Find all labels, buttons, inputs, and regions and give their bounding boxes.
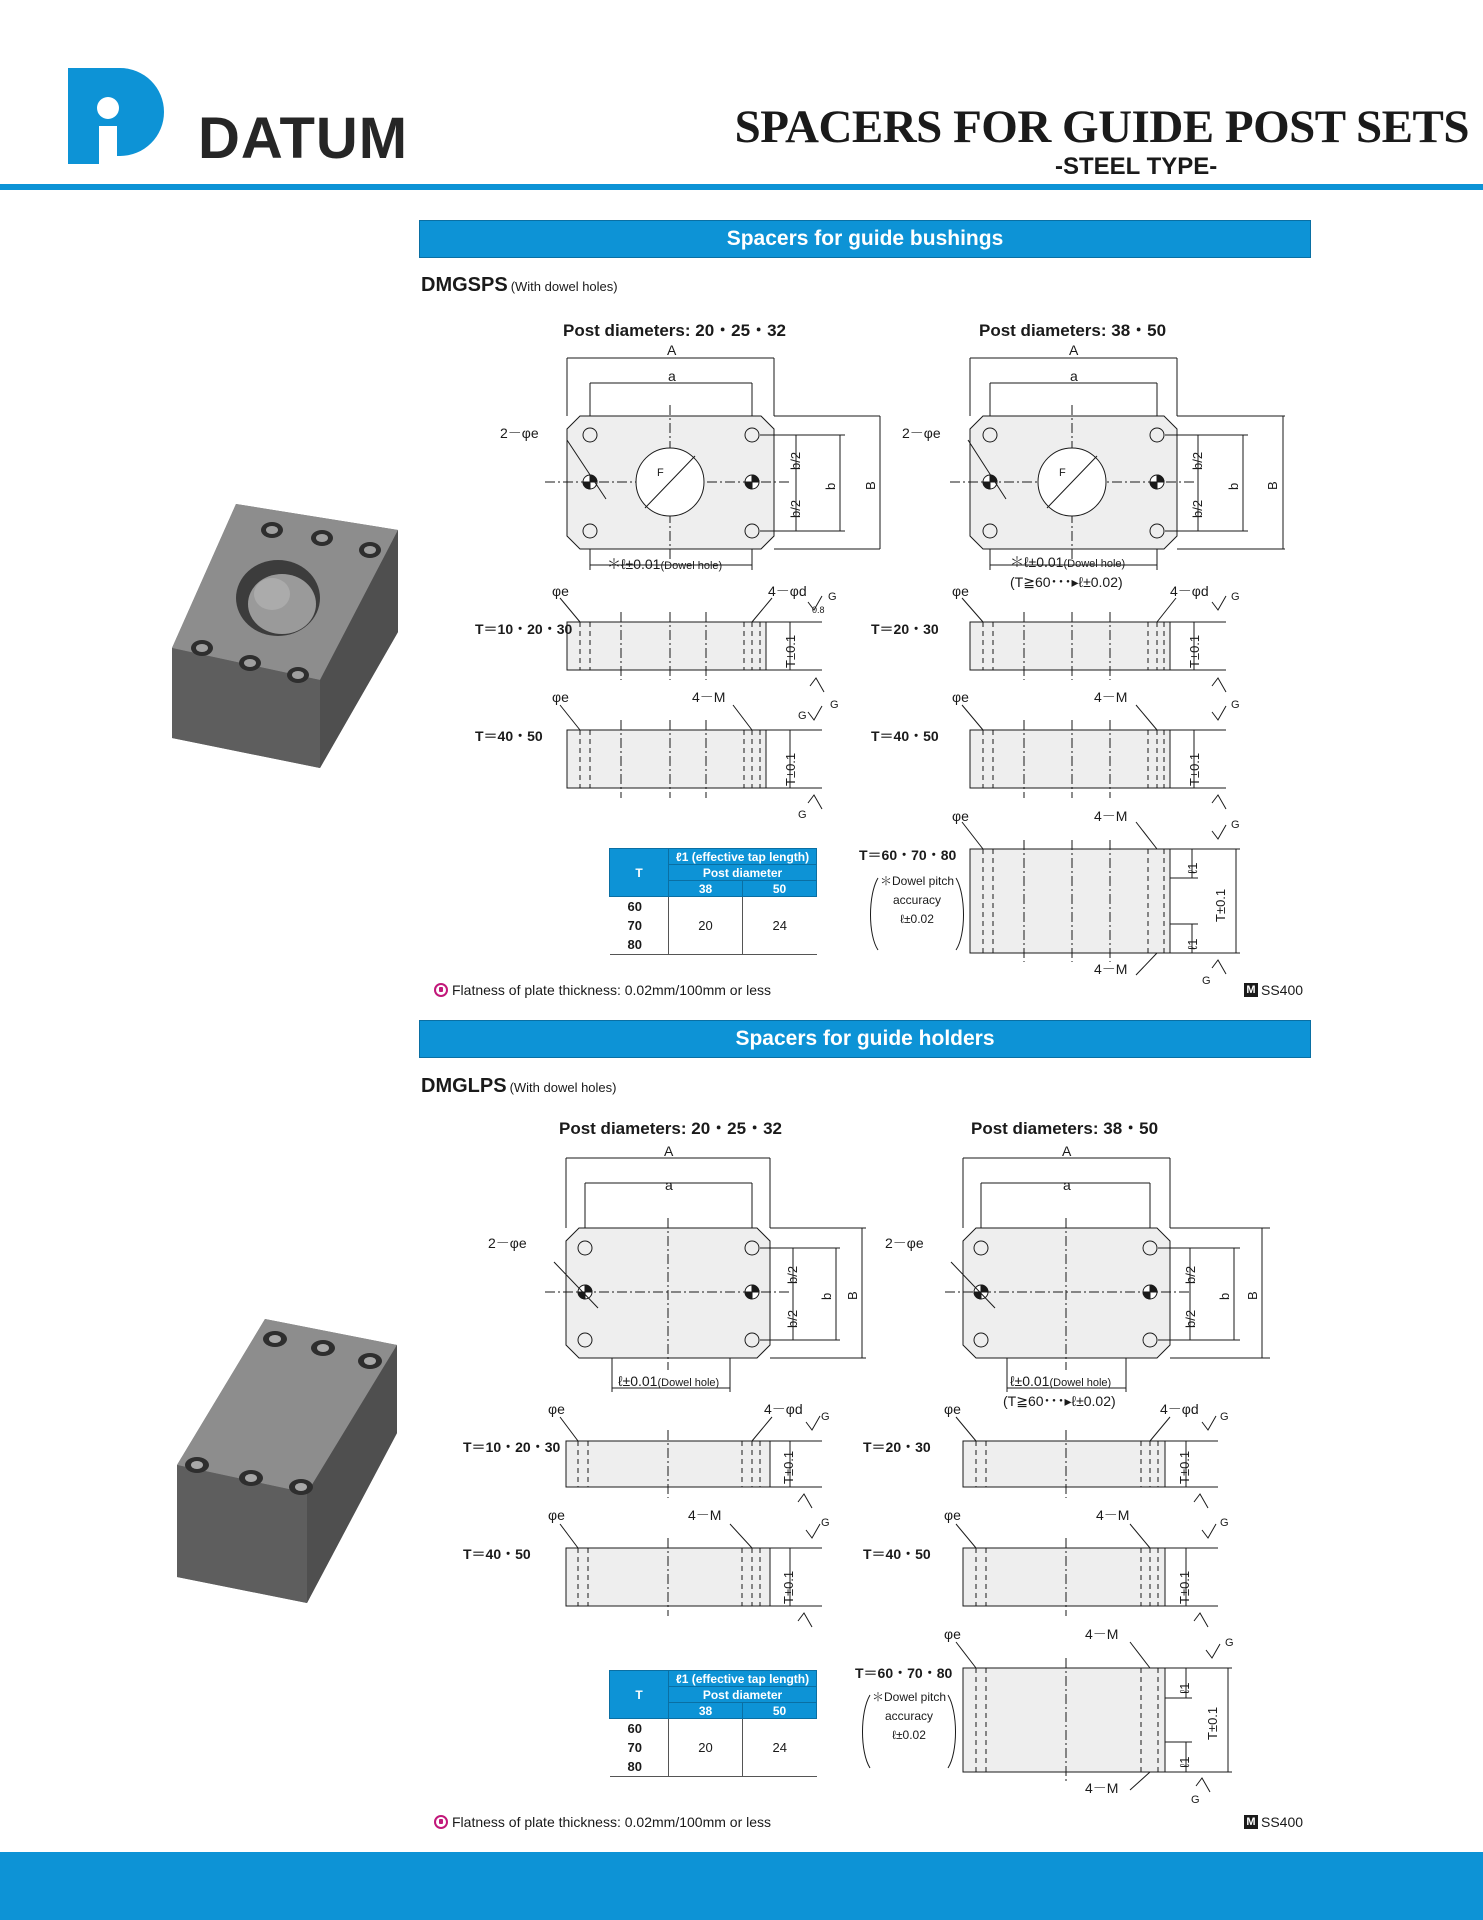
finish-grade: G xyxy=(821,1517,830,1529)
dimension-b: b xyxy=(819,1292,834,1300)
dimension-B: B xyxy=(1245,1291,1260,1300)
post-diameters-label: Post diameters: 38・50 xyxy=(971,1119,1159,1138)
dowel-note-line: accuracy xyxy=(892,893,942,907)
holes-m-label: 4－M xyxy=(1096,1507,1130,1523)
holes-m-label: 4－M xyxy=(1094,808,1128,824)
dimension-b-half-bottom: b/2 xyxy=(785,1309,800,1328)
bore-F-label: F xyxy=(1059,467,1066,479)
dimension-b-half-bottom: b/2 xyxy=(788,499,803,518)
dimension-b-half-top: b/2 xyxy=(785,1265,800,1284)
thickness-label: T＝40・50 xyxy=(863,1546,931,1562)
holes-m-label: 4－M xyxy=(692,689,726,705)
finish-grade: G xyxy=(1202,975,1211,987)
dowel-pitch-note: (Dowel hole) xyxy=(1049,1377,1112,1389)
finish-grade: G xyxy=(1225,1637,1234,1649)
material-text: SS400 xyxy=(1261,1814,1304,1830)
dimension-b-half-top: b/2 xyxy=(788,451,803,470)
side-view-t60-80 xyxy=(962,819,1240,975)
dimension-a: a xyxy=(665,1177,673,1193)
dowel-note-line: ＊Dowel pitch xyxy=(879,874,955,888)
thickness-label: T＝10・20・30 xyxy=(463,1439,561,1455)
tap-length-l1-bottom: ℓ1 xyxy=(1177,1756,1192,1768)
tap-length-l1-top: ℓ1 xyxy=(1177,1682,1192,1694)
material-text: SS400 xyxy=(1261,982,1304,998)
dowel-pitch-label xyxy=(618,1374,719,1389)
flatness-icon xyxy=(434,983,448,997)
thickness-label: T＝20・30 xyxy=(863,1439,931,1455)
phi-e-label: φe xyxy=(952,808,969,824)
phi-e-label: φe xyxy=(552,583,569,599)
section-heading-holders: Spacers for guide holders xyxy=(419,1020,1311,1058)
post-diameters-label: Post diameters: 20・25・32 xyxy=(563,321,786,340)
table-header-diameter: 38 xyxy=(669,881,743,897)
holes-m-bottom-label: 4－M xyxy=(1085,1780,1119,1796)
finish-roughness: 0.8 xyxy=(812,605,825,615)
page-title: SPACERS FOR GUIDE POST SETS xyxy=(734,101,1469,153)
product-code-note: (With dowel holes) xyxy=(510,279,618,294)
phi-e-label: φe xyxy=(548,1507,565,1523)
material-icon: M xyxy=(1244,983,1258,997)
table-header-t: T xyxy=(610,1671,669,1719)
holes-e-label: 2－φe xyxy=(500,425,539,441)
dowel-pitch-label xyxy=(1010,1374,1111,1389)
thickness-label: T＝20・30 xyxy=(871,621,939,637)
table-header-post-diameter: Post diameter xyxy=(669,1687,817,1703)
phi-e-label: φe xyxy=(548,1401,565,1417)
table-header-tap-length: ℓ1 (effective tap length) xyxy=(669,1671,817,1687)
thickness-tolerance: T±0.1 xyxy=(1177,1570,1192,1604)
dimension-b-half-bottom: b/2 xyxy=(1190,499,1205,518)
phi-e-label: φe xyxy=(552,689,569,705)
table-cell-value: 24 xyxy=(743,1719,817,1777)
holder-side-view-t60-80 xyxy=(956,1642,1232,1792)
phi-e-label: φe xyxy=(944,1507,961,1523)
material-note xyxy=(1244,1815,1303,1829)
thickness-tolerance: T±0.1 xyxy=(1187,634,1202,668)
holder-top-view-drawing xyxy=(545,1158,866,1392)
finish-grade: G xyxy=(1231,819,1240,831)
table-cell-t xyxy=(610,1719,669,1777)
brand-name: DATUM xyxy=(198,106,409,171)
dimension-B: B xyxy=(1265,481,1280,490)
finish-grade: G xyxy=(1220,1517,1229,1529)
finish-grade: G xyxy=(828,591,837,603)
dowel-pitch-value: ＊ℓ±0.01 xyxy=(1010,554,1064,570)
footer-bar xyxy=(0,1852,1483,1920)
holes-e-label: 2－φe xyxy=(885,1235,924,1251)
material-icon: M xyxy=(1244,1815,1258,1829)
tap-length-table xyxy=(609,1670,817,1777)
dimension-B: B xyxy=(863,481,878,490)
t-value: 70 xyxy=(627,1740,642,1755)
dimension-a: a xyxy=(1063,1177,1071,1193)
holes-d-label: 4－φd xyxy=(1170,583,1209,599)
dimension-A: A xyxy=(1069,342,1079,358)
t-value: 60 xyxy=(627,899,642,914)
dimension-a: a xyxy=(1070,368,1078,384)
dimension-B: B xyxy=(845,1291,860,1300)
finish-grade: G xyxy=(1231,591,1240,603)
dowel-pitch-note: (Dowel hole) xyxy=(657,1377,720,1389)
finish-grade: G xyxy=(1220,1411,1229,1423)
flatness-text: Flatness of plate thickness: 0.02mm/100mm or less xyxy=(452,1814,772,1830)
dowel-pitch-condition: (T≧60･･･▸ℓ±0.02) xyxy=(1010,574,1123,590)
dimension-b-half-bottom: b/2 xyxy=(1183,1309,1198,1328)
post-diameters-label: Post diameters: 20・25・32 xyxy=(559,1119,782,1138)
t-value: 70 xyxy=(627,918,642,933)
holes-d-label: 4－φd xyxy=(1160,1401,1199,1417)
table-cell-value: 20 xyxy=(669,897,743,955)
dowel-note-line: ℓ±0.02 xyxy=(900,912,934,926)
table-header-post-diameter: Post diameter xyxy=(669,865,817,881)
post-diameters-label: Post diameters: 38・50 xyxy=(979,321,1167,340)
product-code-note: (With dowel holes) xyxy=(509,1080,617,1095)
dimension-a: a xyxy=(668,368,676,384)
tap-length-l1-top: ℓ1 xyxy=(1185,862,1200,874)
top-view-drawing-large xyxy=(950,358,1285,570)
dimension-b-half-top: b/2 xyxy=(1190,451,1205,470)
thickness-tolerance: T±0.1 xyxy=(1205,1706,1220,1740)
finish-grade: G xyxy=(798,710,807,722)
thickness-label: T＝40・50 xyxy=(463,1546,531,1562)
flatness-note xyxy=(434,1815,771,1829)
holes-d-label: 4－φd xyxy=(764,1401,803,1417)
thickness-label: T＝40・50 xyxy=(871,728,939,744)
table-cell-value: 24 xyxy=(743,897,817,955)
phi-e-label: φe xyxy=(944,1401,961,1417)
dimension-A: A xyxy=(667,342,677,358)
dowel-pitch-label xyxy=(607,557,722,572)
holes-m-bottom-label: 4－M xyxy=(1094,961,1128,977)
thickness-label: T＝60・70・80 xyxy=(859,847,957,863)
flatness-icon xyxy=(434,1815,448,1829)
finish-grade: G xyxy=(798,809,807,821)
dowel-pitch-note xyxy=(876,872,958,929)
thickness-tolerance: T±0.1 xyxy=(783,752,798,786)
holes-m-label: 4－M xyxy=(1085,1626,1119,1642)
t-value: 80 xyxy=(627,1759,642,1774)
thickness-tolerance: T±0.1 xyxy=(781,1450,796,1484)
finish-grade: G xyxy=(1231,699,1240,711)
thickness-tolerance: T±0.1 xyxy=(1177,1450,1192,1484)
table-cell-t xyxy=(610,897,669,955)
flatness-note xyxy=(434,983,771,997)
tap-length-table xyxy=(609,848,817,955)
dimension-b: b xyxy=(1226,482,1241,490)
page-subtitle: -STEEL TYPE- xyxy=(1055,153,1218,180)
product-code: DMGSPS xyxy=(421,274,508,296)
dowel-note-line: accuracy xyxy=(884,1709,934,1723)
table-header-diameter: 50 xyxy=(743,1703,817,1719)
dowel-note-line: ℓ±0.02 xyxy=(892,1728,926,1742)
flatness-text: Flatness of plate thickness: 0.02mm/100mm or less xyxy=(452,982,772,998)
dowel-pitch-note: (Dowel hole) xyxy=(660,560,723,572)
thickness-tolerance: T±0.1 xyxy=(781,1570,796,1604)
product-code-dmglps xyxy=(421,1076,617,1096)
finish-grade: G xyxy=(821,1411,830,1423)
table-header-diameter: 38 xyxy=(669,1703,743,1719)
holes-e-label: 2－φe xyxy=(902,425,941,441)
holder-spacer-photo xyxy=(175,1315,400,1605)
section-heading-bushings: Spacers for guide bushings xyxy=(419,220,1311,258)
thickness-label: T＝10・20・30 xyxy=(475,621,573,637)
thickness-tolerance: T±0.1 xyxy=(1213,888,1228,922)
finish-grade: G xyxy=(830,699,839,711)
material-note xyxy=(1244,983,1303,997)
dowel-pitch-value: ＊ℓ±0.01 xyxy=(607,556,661,572)
holes-e-label: 2－φe xyxy=(488,1235,527,1251)
dowel-pitch-value: ℓ±0.01 xyxy=(1010,1373,1050,1389)
t-value: 80 xyxy=(627,937,642,952)
tap-length-l1-bottom: ℓ1 xyxy=(1185,938,1200,950)
holes-m-label: 4－M xyxy=(1094,689,1128,705)
phi-e-label: φe xyxy=(944,1626,961,1642)
table-header-diameter: 50 xyxy=(743,881,817,897)
dowel-pitch-label xyxy=(1010,555,1125,570)
dimension-A: A xyxy=(664,1143,674,1159)
dimension-b: b xyxy=(823,482,838,490)
holder-top-view-drawing-large xyxy=(945,1158,1270,1392)
dimension-b-half-top: b/2 xyxy=(1183,1265,1198,1284)
dimension-b: b xyxy=(1217,1292,1232,1300)
table-header-tap-length: ℓ1 (effective tap length) xyxy=(669,849,817,865)
table-cell-value: 20 xyxy=(669,1719,743,1777)
dowel-pitch-note: (Dowel hole) xyxy=(1063,558,1126,570)
thickness-label: T＝60・70・80 xyxy=(855,1665,953,1681)
thickness-label: T＝40・50 xyxy=(475,728,543,744)
finish-grade: G xyxy=(1191,1794,1200,1806)
thickness-tolerance: T±0.1 xyxy=(783,634,798,668)
dowel-pitch-note xyxy=(868,1688,950,1745)
dimension-A: A xyxy=(1062,1143,1072,1159)
dowel-pitch-condition: (T≧60･･･▸ℓ±0.02) xyxy=(1003,1393,1116,1409)
top-view-drawing xyxy=(545,358,880,570)
phi-e-label: φe xyxy=(952,583,969,599)
thickness-tolerance: T±0.1 xyxy=(1187,752,1202,786)
t-value: 60 xyxy=(627,1721,642,1736)
holes-d-label: 4－φd xyxy=(768,583,807,599)
dowel-note-line: ＊Dowel pitch xyxy=(871,1690,947,1704)
product-code: DMGLPS xyxy=(421,1075,507,1097)
table-header-t: T xyxy=(610,849,669,897)
phi-e-label: φe xyxy=(952,689,969,705)
holes-m-label: 4－M xyxy=(688,1507,722,1523)
dowel-pitch-value: ℓ±0.01 xyxy=(618,1373,658,1389)
bore-F-label: F xyxy=(657,467,664,479)
